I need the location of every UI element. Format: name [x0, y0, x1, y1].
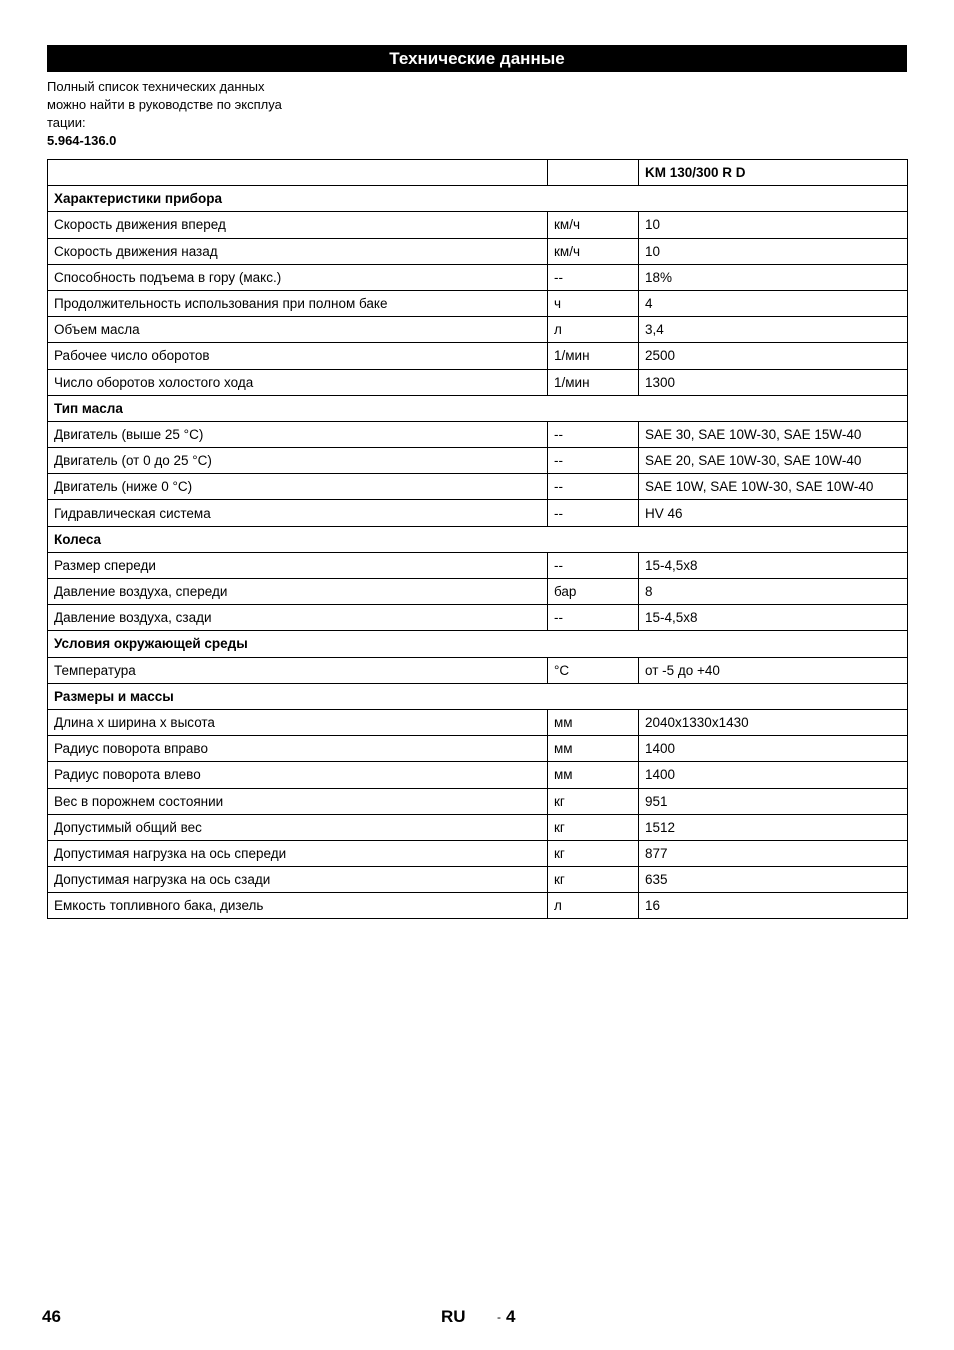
unit-cell: мм: [548, 709, 639, 735]
table-row: [48, 317, 908, 343]
parameter-label: Давление воздуха, спереди: [48, 579, 548, 605]
value-cell: 8: [639, 579, 908, 605]
table-row: [48, 840, 908, 866]
table-row: [48, 290, 908, 316]
unit-cell: ч: [548, 290, 639, 316]
unit-cell: кг: [548, 788, 639, 814]
unit-cell: --: [548, 448, 639, 474]
table-row: [48, 552, 908, 578]
page-number: 46: [42, 1307, 61, 1326]
value-cell: 1400: [639, 736, 908, 762]
section-page-number: 4: [506, 1307, 516, 1326]
table-row: [48, 238, 908, 264]
parameter-label: Радиус поворота вправо: [48, 736, 548, 762]
parameter-label: Скорость движения вперед: [48, 212, 548, 238]
table-row: [48, 762, 908, 788]
parameter-label: Допустимая нагрузка на ось спереди: [48, 840, 548, 866]
unit-cell: л: [548, 893, 639, 919]
value-cell: SAE 10W, SAE 10W-30, SAE 10W-40: [639, 474, 908, 500]
value-cell: 15-4,5x8: [639, 605, 908, 631]
parameter-label: Допустимый общий вес: [48, 814, 548, 840]
table-row: [48, 867, 908, 893]
table-row: [48, 500, 908, 526]
unit-cell: кг: [548, 814, 639, 840]
unit-cell: --: [548, 474, 639, 500]
parameter-label: Число оборотов холостого хода: [48, 369, 548, 395]
value-cell: от -5 до +40: [639, 657, 908, 683]
language-code: RU: [441, 1307, 466, 1326]
parameter-label: Двигатель (ниже 0 °C): [48, 474, 548, 500]
value-cell: 1400: [639, 762, 908, 788]
intro-line-3: тации:: [47, 115, 86, 130]
model-name-cell: KM 130/300 R D: [639, 160, 908, 186]
unit-cell: кг: [548, 840, 639, 866]
footer-dash: -: [497, 1310, 501, 1324]
page-title: Технические данные: [47, 45, 907, 72]
unit-cell: 1/мин: [548, 343, 639, 369]
parameter-label: Двигатель (от 0 до 25 °C): [48, 448, 548, 474]
parameter-label: Размер спереди: [48, 552, 548, 578]
unit-cell: км/ч: [548, 238, 639, 264]
table-row: [48, 814, 908, 840]
section-title: Тип масла: [48, 395, 908, 421]
value-cell: 1512: [639, 814, 908, 840]
parameter-label: Температура: [48, 657, 548, 683]
unit-cell: мм: [548, 762, 639, 788]
header-unit-cell: [548, 160, 639, 186]
value-cell: 951: [639, 788, 908, 814]
unit-cell: --: [548, 264, 639, 290]
manual-reference-number: 5.964-136.0: [47, 133, 117, 148]
section-title: Размеры и массы: [48, 683, 908, 709]
header-label-cell: [48, 160, 548, 186]
parameter-label: Длина х ширина х высота: [48, 709, 548, 735]
section-title: Характеристики прибора: [48, 186, 908, 212]
value-cell: HV 46: [639, 500, 908, 526]
parameter-label: Допустимая нагрузка на ось сзади: [48, 867, 548, 893]
value-cell: 4: [639, 290, 908, 316]
section-header-row: [48, 186, 908, 212]
section-header-row: [48, 683, 908, 709]
unit-cell: кг: [548, 867, 639, 893]
table-row: [48, 369, 908, 395]
parameter-label: Вес в порожнем состоянии: [48, 788, 548, 814]
value-cell: 2040x1330x1430: [639, 709, 908, 735]
table-row: [48, 657, 908, 683]
table-row: [48, 421, 908, 447]
technical-data-table: [47, 159, 908, 919]
unit-cell: л: [548, 317, 639, 343]
table-header-row: [48, 160, 908, 186]
parameter-label: Объем масла: [48, 317, 548, 343]
parameter-label: Гидравлическая система: [48, 500, 548, 526]
table-row: [48, 605, 908, 631]
table-row: [48, 709, 908, 735]
section-header-row: [48, 395, 908, 421]
parameter-label: Продолжительность использования при полном баке: [48, 290, 548, 316]
parameter-label: Скорость движения назад: [48, 238, 548, 264]
value-cell: SAE 20, SAE 10W-30, SAE 10W-40: [639, 448, 908, 474]
intro-text: [47, 78, 347, 150]
unit-cell: км/ч: [548, 212, 639, 238]
table-row: [48, 448, 908, 474]
unit-cell: 1/мин: [548, 369, 639, 395]
intro-line-2: можно найти в руководстве по эксплуа: [47, 97, 282, 112]
unit-cell: °C: [548, 657, 639, 683]
value-cell: 635: [639, 867, 908, 893]
intro-line-1: Полный список технических данных: [47, 79, 265, 94]
table-row: [48, 579, 908, 605]
table-row: [48, 893, 908, 919]
table-row: [48, 212, 908, 238]
value-cell: SAE 30, SAE 10W-30, SAE 15W-40: [639, 421, 908, 447]
value-cell: 2500: [639, 343, 908, 369]
table-row: [48, 264, 908, 290]
parameter-label: Двигатель (выше 25 °C): [48, 421, 548, 447]
unit-cell: --: [548, 421, 639, 447]
table-row: [48, 343, 908, 369]
unit-cell: --: [548, 605, 639, 631]
parameter-label: Давление воздуха, сзади: [48, 605, 548, 631]
parameter-label: Радиус поворота влево: [48, 762, 548, 788]
parameter-label: Рабочее число оборотов: [48, 343, 548, 369]
unit-cell: --: [548, 500, 639, 526]
value-cell: 18%: [639, 264, 908, 290]
unit-cell: --: [548, 552, 639, 578]
value-cell: 877: [639, 840, 908, 866]
parameter-label: Емкость топливного бака, дизель: [48, 893, 548, 919]
section-title: Колеса: [48, 526, 908, 552]
unit-cell: мм: [548, 736, 639, 762]
unit-cell: бар: [548, 579, 639, 605]
section-header-row: [48, 631, 908, 657]
table-row: [48, 788, 908, 814]
value-cell: 10: [639, 212, 908, 238]
table-row: [48, 474, 908, 500]
table-row: [48, 736, 908, 762]
parameter-label: Способность подъема в гору (макс.): [48, 264, 548, 290]
section-title: Условия окружающей среды: [48, 631, 908, 657]
section-header-row: [48, 526, 908, 552]
value-cell: 16: [639, 893, 908, 919]
value-cell: 10: [639, 238, 908, 264]
value-cell: 15-4,5x8: [639, 552, 908, 578]
value-cell: 1300: [639, 369, 908, 395]
value-cell: 3,4: [639, 317, 908, 343]
